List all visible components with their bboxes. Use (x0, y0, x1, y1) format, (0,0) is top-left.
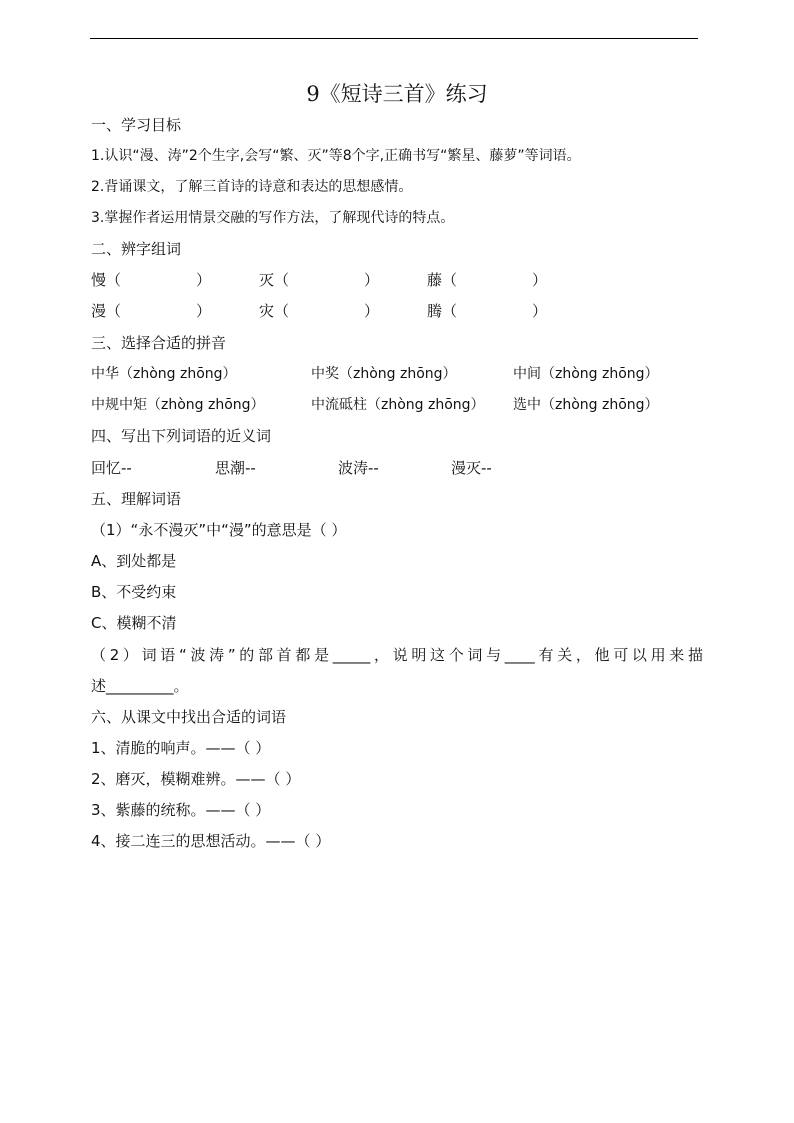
synonym-item-botao: 波涛-- (338, 459, 379, 477)
section-3-heading: 三、选择合适的拼音 (91, 334, 227, 352)
char-item-zai: 灾（ (259, 302, 290, 320)
pinyin-item-xuanzhong: 选中（zhòng zhōng） (513, 397, 659, 413)
char-item-mie-close: ） (364, 271, 380, 289)
word-item-4: 4、接二连三的思想活动。——（ ） (91, 832, 331, 850)
goal-item-2: 2.背诵课文，了解三首诗的诗意和表达的思想感情。 (91, 179, 413, 195)
option-c: C、模糊不清 (91, 614, 177, 632)
synonym-item-sichao: 思潮-- (215, 459, 256, 477)
pinyin-item-zhongliudizhu: 中流砥柱（zhòng zhōng） (311, 397, 485, 413)
char-item-teng2: 腾（ (427, 302, 458, 320)
char-item-teng: 藤（ (427, 271, 458, 289)
section-4-heading: 四、写出下列词语的近义词 (91, 427, 272, 445)
goal-item-1: 1.认识“漫、涛”2个生字,会写“繁、灭”等8个字,正确书写“繁星、藤萝”等词语。 (91, 148, 581, 164)
pinyin-item-zhongguizhongju: 中规中矩（zhòng zhōng） (91, 397, 265, 413)
option-b: B、不受约束 (91, 583, 177, 601)
synonym-item-manmie: 漫灭-- (451, 459, 492, 477)
section-2-heading: 二、辨字组词 (91, 240, 182, 258)
word-item-1: 1、清脆的响声。——（ ） (91, 739, 271, 757)
page-title: 9《短诗三首》练习 (306, 82, 488, 106)
section-6-heading: 六、从课文中找出合适的词语 (91, 708, 287, 726)
question-2-line-2: 述_________。 (91, 677, 189, 695)
goal-item-3: 3.掌握作者运用情景交融的写作方法，了解现代诗的特点。 (91, 210, 455, 226)
pinyin-item-zhongjian: 中间（zhòng zhōng） (513, 366, 659, 382)
section-5-heading: 五、理解词语 (91, 490, 182, 508)
char-item-man: 慢（ (91, 271, 122, 289)
section-1-heading: 一、学习目标 (91, 116, 182, 134)
question-1: （1）“永不漫灭”中“漫”的意思是（ ） (91, 521, 347, 539)
char-item-man2: 漫（ (91, 302, 122, 320)
header-rule (90, 38, 698, 39)
word-item-3: 3、紫藤的统称。——（ ） (91, 801, 271, 819)
pinyin-item-zhongjiang: 中奖（zhòng zhōng） (311, 366, 457, 382)
char-item-man2-close: ） (196, 302, 212, 320)
option-a: A、到处都是 (91, 552, 177, 570)
char-item-teng2-close: ） (532, 302, 548, 320)
pinyin-item-zhonghua: 中华（zhòng zhōng） (91, 366, 237, 382)
synonym-item-huiyi: 回忆-- (91, 459, 132, 477)
char-item-zai-close: ） (364, 302, 380, 320)
question-2-line-1: （2）词语“波涛”的部首都是_____，说明这个词与____有关，他可以用来描 (91, 646, 703, 664)
word-item-2: 2、磨灭，模糊难辨。——（ ） (91, 770, 301, 788)
char-item-man-close: ） (196, 271, 212, 289)
char-item-mie: 灭（ (259, 271, 290, 289)
char-item-teng-close: ） (532, 271, 548, 289)
